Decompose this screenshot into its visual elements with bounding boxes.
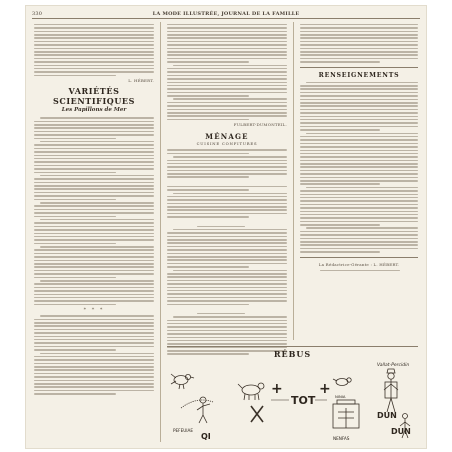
- section-title: RENSEIGNEMENTS: [318, 71, 400, 79]
- text-block: [34, 24, 154, 76]
- section-title: MÉNAGE: [205, 132, 249, 142]
- dog-drawing: [238, 383, 264, 400]
- rebus-word: Vallat-Percidin: [377, 363, 410, 368]
- column-divider: [160, 22, 161, 442]
- plus-sign: +: [271, 381, 283, 397]
- column-divider: [293, 22, 294, 340]
- rebus-title: RÉBUS: [273, 349, 312, 359]
- text-block: [300, 24, 418, 63]
- journal-title: LA MODE ILLUSTRÉE, JOURNAL DE LA FAMILLE: [152, 10, 300, 17]
- rebus-illustration: [167, 360, 418, 444]
- text-block: [167, 24, 287, 120]
- imprint-line: [300, 270, 418, 272]
- rebus-word: PEFEUIAE: [173, 428, 194, 433]
- section-title: VARIÉTÉS SCIENTIFIQUES: [52, 86, 136, 107]
- rebus-word: DUN: [377, 411, 397, 420]
- bird-drawing: [171, 374, 194, 389]
- section-separator: * * *: [83, 307, 105, 314]
- rebus-word: NENFAS: [333, 436, 350, 441]
- rebus-rule: [167, 346, 418, 347]
- signature: FULBERT-DUMONTEIL.: [233, 122, 287, 128]
- bird-drawing: [333, 378, 351, 386]
- article-body: [34, 117, 154, 394]
- rebus-word: NINIA: [335, 394, 346, 399]
- section-rule: [300, 67, 418, 68]
- column-3: [300, 22, 418, 273]
- magazine-page: [26, 6, 426, 448]
- column-1: [34, 22, 154, 397]
- signature: La Rédactrice-Gérante : L. HÉBERT.: [318, 261, 400, 267]
- notices-body: [300, 82, 418, 253]
- recipe-body: [167, 149, 287, 355]
- section-subtitle: CUISINE CONFITURES: [196, 141, 258, 147]
- column-2: [167, 22, 287, 357]
- page-number: 330: [32, 10, 43, 17]
- page-header: [32, 9, 420, 18]
- plus-sign: +: [319, 381, 331, 397]
- header-rule: [32, 18, 420, 19]
- rebus-word: QI: [201, 432, 211, 441]
- cross-mark: [251, 406, 263, 422]
- building-drawing: [333, 400, 359, 428]
- rebus-word: TOT: [291, 394, 316, 407]
- figure-drawing: [181, 397, 213, 423]
- section-subtitle: Les Papillons de Mer: [61, 107, 127, 114]
- signature: L. HÉBERT.: [128, 78, 154, 84]
- section-rule: [300, 257, 418, 258]
- man-drawing: [384, 369, 398, 412]
- rebus-word: DUN: [391, 427, 411, 436]
